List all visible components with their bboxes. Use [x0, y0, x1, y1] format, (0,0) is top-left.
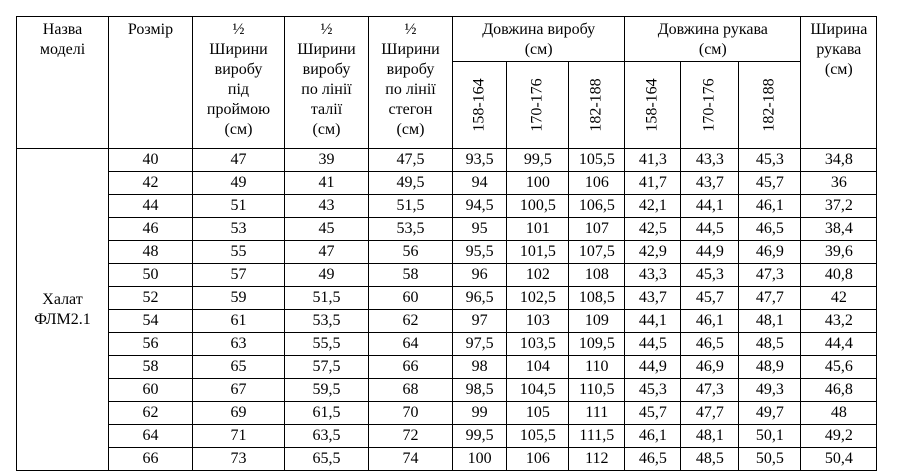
table-body	[17, 149, 877, 471]
table-cell: 48	[801, 402, 877, 425]
table-cell: 47,7	[739, 287, 801, 310]
table-cell: 48	[109, 241, 193, 264]
header-hips-width	[369, 17, 453, 149]
header-text: по лінії	[385, 81, 436, 98]
table-cell: 46	[109, 218, 193, 241]
table-row	[17, 356, 877, 379]
header-text: (см)	[224, 121, 253, 138]
table-cell: 39	[285, 149, 369, 172]
table-cell: 62	[109, 402, 193, 425]
table-cell: 95,5	[453, 241, 507, 264]
table-cell: 40,8	[801, 264, 877, 287]
table-cell: 46,9	[739, 241, 801, 264]
table-cell: 100	[507, 172, 569, 195]
table-cell: 45	[285, 218, 369, 241]
table-cell: 49	[193, 172, 285, 195]
table-cell: 110,5	[569, 379, 625, 402]
table-cell: 45,3	[625, 379, 681, 402]
header-chest-width	[193, 17, 285, 149]
table-cell: 94,5	[453, 195, 507, 218]
table-row	[17, 402, 877, 425]
header-text: під	[227, 81, 250, 98]
height-range-3	[569, 62, 625, 149]
header-text: 182-188	[760, 78, 778, 132]
header-sleeve-width	[801, 17, 877, 149]
table-cell: 50,5	[739, 448, 801, 471]
header-text: 158-164	[643, 78, 661, 132]
header-text: рукава	[816, 41, 862, 58]
table-cell: 56	[109, 333, 193, 356]
table-cell: 37,2	[801, 195, 877, 218]
table-cell: 36	[801, 172, 877, 195]
header-text: (см)	[524, 41, 553, 58]
table-row	[17, 218, 877, 241]
table-cell: 47,5	[369, 149, 453, 172]
header-text: (см)	[698, 41, 727, 58]
table-cell: 100,5	[507, 195, 569, 218]
table-cell: 105,5	[507, 425, 569, 448]
table-cell: 43	[285, 195, 369, 218]
table-cell: 51,5	[369, 195, 453, 218]
table-cell: 49,7	[739, 402, 801, 425]
table-cell: 110	[569, 356, 625, 379]
table-cell: 34,8	[801, 149, 877, 172]
table-cell: 104	[507, 356, 569, 379]
table-cell: 99,5	[453, 425, 507, 448]
table-cell: 106	[507, 448, 569, 471]
header-text: по лінії	[301, 81, 352, 98]
table-cell: 42	[801, 287, 877, 310]
table-cell: 51	[193, 195, 285, 218]
table-cell: 106,5	[569, 195, 625, 218]
table-cell: 66	[369, 356, 453, 379]
header-text: ½	[404, 21, 417, 38]
header-text: Ширини	[381, 41, 440, 58]
table-cell: 43,3	[681, 149, 739, 172]
table-cell: 44,5	[625, 333, 681, 356]
table-cell: 47,3	[681, 379, 739, 402]
table-cell: 43,7	[625, 287, 681, 310]
header-text: Довжина виробу	[482, 21, 596, 38]
table-cell: 50,4	[801, 448, 877, 471]
table-cell: 69	[193, 402, 285, 425]
table-cell: 44	[109, 195, 193, 218]
table-cell: 96	[453, 264, 507, 287]
table-cell: 48,5	[681, 448, 739, 471]
table-cell: 67	[193, 379, 285, 402]
table-cell: 47,3	[739, 264, 801, 287]
model-name-line: Халат	[42, 290, 83, 308]
table-cell: 46,5	[739, 218, 801, 241]
header-text: стегон	[388, 101, 433, 118]
table-cell: 47,7	[681, 402, 739, 425]
table-header	[17, 17, 877, 149]
table-cell: 44,9	[681, 241, 739, 264]
table-cell: 40	[109, 149, 193, 172]
table-cell: 109	[569, 310, 625, 333]
table-cell: 56	[369, 241, 453, 264]
table-cell: 72	[369, 425, 453, 448]
header-text: виробу	[214, 61, 263, 78]
table-cell: 48,1	[681, 425, 739, 448]
table-cell: 41	[285, 172, 369, 195]
table-cell: 100	[453, 448, 507, 471]
table-cell: 55	[193, 241, 285, 264]
table-cell: 50,1	[739, 425, 801, 448]
table-cell: 105	[507, 402, 569, 425]
table-cell: 68	[369, 379, 453, 402]
table-cell: 46,5	[681, 333, 739, 356]
header-text: 158-164	[470, 78, 488, 132]
table-row	[17, 448, 877, 471]
table-cell: 45,3	[681, 264, 739, 287]
table-cell: 46,8	[801, 379, 877, 402]
table-cell: 61	[193, 310, 285, 333]
header-text: 170-176	[700, 78, 718, 132]
table-cell: 108,5	[569, 287, 625, 310]
header-garment-length	[453, 17, 625, 62]
header-waist-width	[285, 17, 369, 149]
table-cell: 109,5	[569, 333, 625, 356]
table-cell: 51,5	[285, 287, 369, 310]
header-text: (см)	[396, 121, 425, 138]
table-cell: 97,5	[453, 333, 507, 356]
model-name-line: ФЛМ2.1	[34, 310, 91, 328]
table-cell: 54	[109, 310, 193, 333]
table-cell: 55,5	[285, 333, 369, 356]
table-cell: 57,5	[285, 356, 369, 379]
table-cell: 71	[193, 425, 285, 448]
table-cell: 46,5	[625, 448, 681, 471]
table-cell: 44,9	[625, 356, 681, 379]
table-cell: 74	[369, 448, 453, 471]
table-cell: 98	[453, 356, 507, 379]
height-range-2	[507, 62, 569, 149]
table-cell: 46,9	[681, 356, 739, 379]
table-cell: 73	[193, 448, 285, 471]
header-model	[17, 17, 109, 149]
table-cell: 57	[193, 264, 285, 287]
header-text: (см)	[312, 121, 341, 138]
table-cell: 64	[109, 425, 193, 448]
table-cell: 112	[569, 448, 625, 471]
table-cell: 64	[369, 333, 453, 356]
header-text: Розмір	[127, 21, 174, 38]
table-cell: 44,1	[681, 195, 739, 218]
table-cell: 41,3	[625, 149, 681, 172]
table-row	[17, 149, 877, 172]
table-cell: 42,5	[625, 218, 681, 241]
table-cell: 105,5	[569, 149, 625, 172]
table-cell: 45,6	[801, 356, 877, 379]
table-cell: 108	[569, 264, 625, 287]
table-cell: 101,5	[507, 241, 569, 264]
table-cell: 93,5	[453, 149, 507, 172]
table-cell: 59	[193, 287, 285, 310]
header-text: 182-188	[587, 78, 605, 132]
table-cell: 44,5	[681, 218, 739, 241]
header-text: Ширини	[209, 41, 268, 58]
height-range-1	[625, 62, 681, 149]
table-cell: 45,3	[739, 149, 801, 172]
table-cell: 103	[507, 310, 569, 333]
table-cell: 44,1	[625, 310, 681, 333]
table-cell: 47	[193, 149, 285, 172]
height-range-3	[739, 62, 801, 149]
table-cell: 43,7	[681, 172, 739, 195]
model-name-cell	[17, 149, 109, 471]
table-cell: 99	[453, 402, 507, 425]
table-cell: 65	[193, 356, 285, 379]
table-cell: 99,5	[507, 149, 569, 172]
table-cell: 98,5	[453, 379, 507, 402]
table-cell: 102,5	[507, 287, 569, 310]
table-cell: 52	[109, 287, 193, 310]
table-cell: 53,5	[285, 310, 369, 333]
table-cell: 41,7	[625, 172, 681, 195]
header-text: Назва	[42, 21, 83, 38]
table-cell: 111,5	[569, 425, 625, 448]
table-cell: 46,1	[681, 310, 739, 333]
header-text: 170-176	[528, 78, 546, 132]
table-cell: 44,4	[801, 333, 877, 356]
table-cell: 43,3	[625, 264, 681, 287]
table-cell: 60	[369, 287, 453, 310]
table-cell: 46,1	[625, 425, 681, 448]
size-table	[16, 16, 877, 471]
height-range-2	[681, 62, 739, 149]
table-cell: 42,1	[625, 195, 681, 218]
header-text: Ширини	[297, 41, 356, 58]
height-range-1	[453, 62, 507, 149]
header-text: Ширина	[810, 21, 868, 38]
header-text: виробу	[386, 61, 435, 78]
table-cell: 53	[193, 218, 285, 241]
table-cell: 102	[507, 264, 569, 287]
table-cell: 65,5	[285, 448, 369, 471]
header-text: (см)	[824, 61, 853, 78]
table-cell: 42,9	[625, 241, 681, 264]
header-size	[109, 17, 193, 149]
table-cell: 106	[569, 172, 625, 195]
table-row	[17, 310, 877, 333]
table-cell: 63	[193, 333, 285, 356]
table-cell: 62	[369, 310, 453, 333]
table-cell: 103,5	[507, 333, 569, 356]
table-cell: 58	[109, 356, 193, 379]
table-row	[17, 195, 877, 218]
header-text: ½	[232, 21, 245, 38]
table-row	[17, 287, 877, 310]
table-cell: 63,5	[285, 425, 369, 448]
table-cell: 45,7	[681, 287, 739, 310]
table-cell: 53,5	[369, 218, 453, 241]
table-row	[17, 172, 877, 195]
table-row	[17, 264, 877, 287]
table-cell: 61,5	[285, 402, 369, 425]
table-cell: 101	[507, 218, 569, 241]
header-sleeve-length	[625, 17, 801, 62]
table-cell: 45,7	[625, 402, 681, 425]
header-text: талії	[310, 101, 343, 118]
header-text: моделі	[39, 41, 86, 58]
table-cell: 49,5	[369, 172, 453, 195]
table-cell: 38,4	[801, 218, 877, 241]
table-cell: 94	[453, 172, 507, 195]
header-text: Довжина рукава	[657, 21, 768, 38]
table-cell: 47	[285, 241, 369, 264]
table-row	[17, 425, 877, 448]
table-cell: 49,3	[739, 379, 801, 402]
table-cell: 95	[453, 218, 507, 241]
table-row	[17, 333, 877, 356]
table-cell: 48,9	[739, 356, 801, 379]
header-text: проймою	[206, 101, 271, 118]
table-cell: 45,7	[739, 172, 801, 195]
table-cell: 48,1	[739, 310, 801, 333]
table-cell: 49,2	[801, 425, 877, 448]
table-cell: 46,1	[739, 195, 801, 218]
table-cell: 39,6	[801, 241, 877, 264]
table-row	[17, 379, 877, 402]
table-cell: 70	[369, 402, 453, 425]
table-cell: 43,2	[801, 310, 877, 333]
table-cell: 66	[109, 448, 193, 471]
table-row	[17, 241, 877, 264]
table-cell: 111	[569, 402, 625, 425]
table-cell: 60	[109, 379, 193, 402]
table-cell: 49	[285, 264, 369, 287]
table-cell: 59,5	[285, 379, 369, 402]
table-cell: 58	[369, 264, 453, 287]
table-cell: 48,5	[739, 333, 801, 356]
table-cell: 50	[109, 264, 193, 287]
header-text: ½	[320, 21, 333, 38]
table-cell: 107,5	[569, 241, 625, 264]
table-cell: 97	[453, 310, 507, 333]
table-cell: 96,5	[453, 287, 507, 310]
table-cell: 104,5	[507, 379, 569, 402]
table-cell: 42	[109, 172, 193, 195]
table-cell: 107	[569, 218, 625, 241]
header-text: виробу	[302, 61, 351, 78]
